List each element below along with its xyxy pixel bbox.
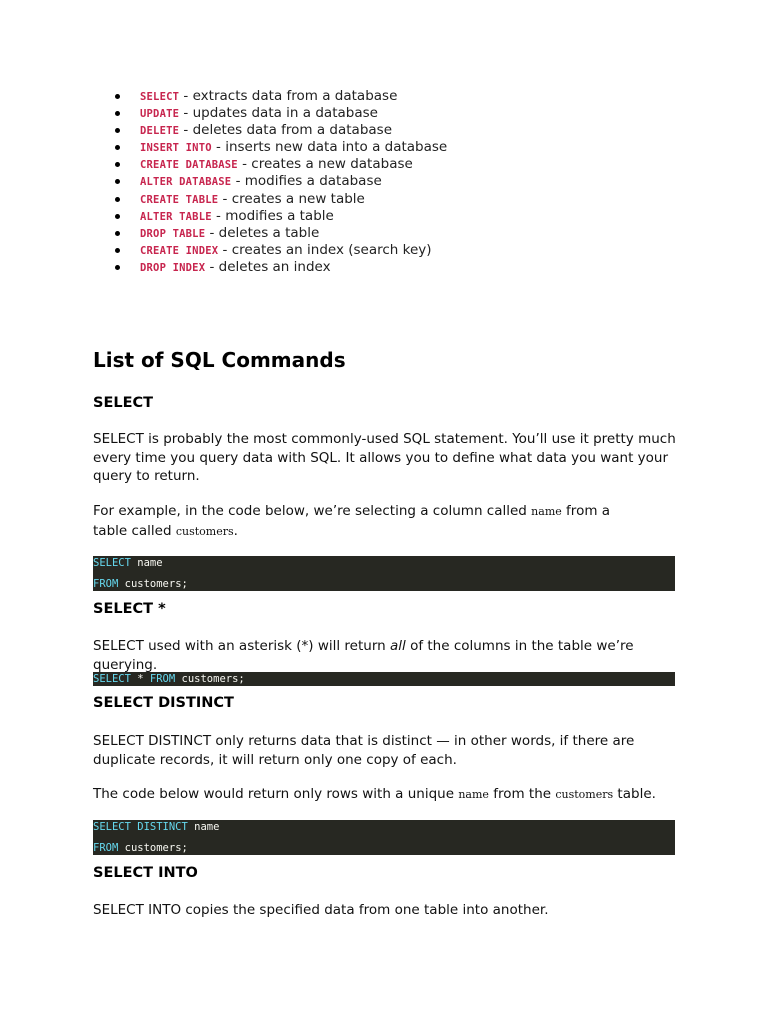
command-keyword: UPDATE	[140, 108, 180, 121]
code-text: *	[130, 673, 150, 685]
bullet-icon	[115, 179, 120, 184]
bullet-icon	[115, 94, 120, 99]
text-fragment: of the columns in the table we’re querying.	[93, 638, 634, 673]
select-example-text	[93, 502, 633, 541]
text-fragment: from a table called	[93, 503, 611, 539]
code-block-select-distinct	[93, 820, 675, 855]
list-item	[110, 121, 447, 138]
list-item	[110, 87, 447, 104]
command-keyword: DROP INDEX	[140, 261, 206, 274]
command-description: - modifies a database	[231, 173, 382, 190]
command-keyword: CREATE TABLE	[140, 193, 219, 206]
command-description: - deletes data from a database	[179, 122, 393, 139]
bullet-icon	[115, 162, 120, 167]
sql-command-list	[110, 87, 447, 275]
command-keyword: DROP TABLE	[140, 227, 206, 240]
command-keyword: CREATE INDEX	[140, 244, 219, 257]
command-keyword: CREATE DATABASE	[140, 159, 238, 172]
code-text: customers;	[118, 842, 188, 854]
text-fragment: SELECT used with an asterisk (*) will return	[93, 638, 390, 654]
select-star-description	[93, 637, 683, 674]
bullet-icon	[115, 265, 120, 270]
inline-code-name: name	[458, 788, 489, 801]
list-item	[110, 258, 447, 275]
select-description: SELECT is probably the most commonly-used SQL statement. You’ll use it pretty much every time you query data with SQL. It allows you to define what data you want your query to return.	[93, 431, 676, 484]
text-fragment: For example, in the code below, we’re selecting a column called	[93, 503, 532, 519]
page-title: List of SQL Commands	[93, 348, 346, 372]
code-keyword: FROM	[149, 673, 176, 685]
command-keyword: INSERT INTO	[140, 142, 212, 155]
command-description: - creates a new table	[218, 190, 365, 207]
bullet-icon	[115, 145, 120, 150]
text-fragment: from the	[488, 786, 556, 802]
command-description: - creates a new database	[237, 156, 413, 173]
list-item	[110, 155, 447, 172]
code-keyword: SELECT	[93, 673, 131, 685]
list-item	[110, 172, 447, 189]
bullet-icon	[115, 231, 120, 236]
inline-code-customers: customers	[555, 788, 614, 801]
code-keyword: SELECT DISTINCT	[93, 821, 188, 833]
bullet-icon	[115, 197, 120, 202]
code-line	[93, 556, 675, 577]
list-item	[110, 190, 447, 207]
inline-code-customers: customers	[175, 524, 234, 538]
list-item	[110, 207, 447, 224]
command-description: - creates an index (search key)	[218, 241, 432, 258]
section-heading-select: SELECT	[93, 395, 154, 411]
select-into-description: SELECT INTO copies the specified data from one table into another.	[93, 902, 549, 918]
bullet-icon	[115, 248, 120, 253]
emphasis-text: all	[390, 638, 406, 654]
code-line	[93, 577, 675, 591]
code-block-select-star	[93, 672, 675, 686]
list-item	[110, 224, 447, 241]
section-heading-select-into: SELECT INTO	[93, 865, 198, 881]
code-line	[93, 841, 675, 855]
text-fragment: The code below would return only rows with a unique	[93, 786, 459, 802]
select-distinct-description: SELECT DISTINCT only returns data that is distinct — in other words, if there are duplicate records, it will return only one copy of each.	[93, 733, 635, 768]
command-description: - inserts new data into a database	[211, 139, 448, 156]
text-fragment: .	[233, 522, 238, 539]
code-keyword: SELECT	[93, 557, 131, 569]
code-text: name	[130, 557, 163, 569]
code-block-select	[93, 556, 675, 591]
code-text: name	[187, 821, 220, 833]
code-text: customers;	[118, 578, 188, 590]
command-keyword: ALTER TABLE	[140, 210, 212, 223]
bullet-icon	[115, 111, 120, 116]
code-line	[93, 820, 675, 841]
code-text: customers;	[175, 673, 245, 685]
inline-code-name: name	[531, 505, 562, 518]
command-description: - modifies a table	[211, 207, 334, 224]
command-keyword: DELETE	[140, 125, 180, 138]
bullet-icon	[115, 128, 120, 133]
select-distinct-example-text	[93, 785, 683, 805]
section-heading-select-star: SELECT *	[93, 601, 166, 617]
code-line	[93, 672, 675, 686]
command-description: - deletes a table	[205, 224, 320, 241]
command-keyword: SELECT	[140, 91, 180, 103]
code-keyword: FROM	[93, 842, 119, 854]
list-item	[110, 138, 447, 155]
command-description: - updates data in a database	[179, 105, 378, 122]
command-description: - extracts data from a database	[179, 88, 398, 104]
code-keyword: FROM	[93, 578, 119, 590]
bullet-icon	[115, 214, 120, 219]
list-item	[110, 104, 447, 121]
list-item	[110, 241, 447, 258]
section-heading-select-distinct: SELECT DISTINCT	[93, 695, 234, 711]
text-fragment: table.	[613, 786, 656, 802]
command-keyword: ALTER DATABASE	[140, 176, 232, 189]
command-description: - deletes an index	[205, 258, 331, 275]
